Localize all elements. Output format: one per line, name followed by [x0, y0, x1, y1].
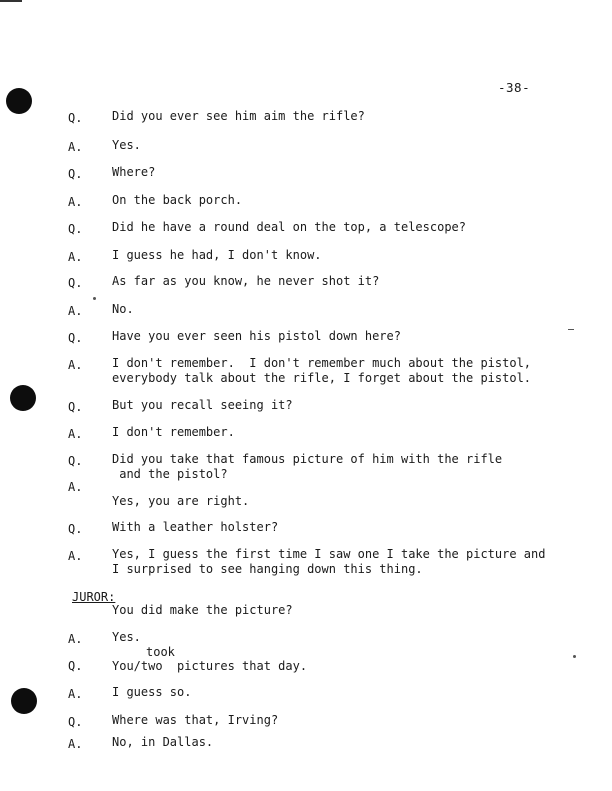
- speaker-label: Q.: [68, 167, 83, 181]
- entry-text: Yes, you are right.: [112, 494, 250, 508]
- page-number: -38-: [498, 80, 531, 95]
- speaker-label: A.: [68, 358, 83, 372]
- punch-hole-middle: [10, 385, 36, 411]
- speaker-label: Q.: [68, 400, 83, 414]
- top-edge-mark: [0, 0, 22, 2]
- entry-text: As far as you know, he never shot it?: [112, 274, 380, 288]
- entry-text: No.: [112, 302, 134, 316]
- speaker-label: A.: [68, 687, 83, 701]
- speaker-label: A.: [68, 140, 83, 154]
- juror-label: JUROR:: [72, 590, 116, 604]
- entry-text: I guess he had, I don't know.: [112, 248, 322, 262]
- speaker-label: Q.: [68, 111, 83, 125]
- entry-text: Did you take that famous picture of him with the rifle and the pistol?: [112, 452, 503, 481]
- entry-text: Have you ever seen his pistol down here?: [112, 329, 401, 343]
- speaker-label: A.: [68, 427, 83, 441]
- speaker-label: A.: [68, 480, 83, 494]
- entry-text: I don't remember.: [112, 425, 235, 439]
- speaker-label: Q.: [68, 715, 83, 729]
- speaker-label: A.: [68, 549, 83, 563]
- punch-hole-bottom: [11, 688, 37, 714]
- entry-text: On the back porch.: [112, 193, 243, 207]
- entry-text: No, in Dallas.: [112, 735, 214, 749]
- speaker-label: A.: [68, 737, 83, 751]
- entry-text: Where?: [112, 165, 156, 179]
- speaker-label: A.: [68, 250, 83, 264]
- speaker-label: A.: [68, 632, 83, 646]
- speaker-label: Q.: [68, 222, 83, 236]
- scan-speck: [93, 297, 96, 300]
- speaker-label: A.: [68, 304, 83, 318]
- speaker-label: Q.: [68, 276, 83, 290]
- speaker-label: A.: [68, 195, 83, 209]
- entry-text: You did make the picture?: [112, 603, 293, 617]
- entry-text: I don't remember. I don't remember much about the pistol, everybody talk about the rifle, I forget about the pistol.: [112, 356, 532, 385]
- handwritten-insert: took: [146, 645, 175, 659]
- speaker-label: Q.: [68, 454, 83, 468]
- scan-speck: [568, 329, 574, 330]
- entry-text: Yes.: [112, 630, 141, 644]
- speaker-label: Q.: [68, 331, 83, 345]
- entry-text: With a leather holster?: [112, 520, 279, 534]
- punch-hole-top: [6, 88, 32, 114]
- speaker-label: Q.: [68, 522, 83, 536]
- entry-text: Yes, I guess the first time I saw one I take the picture and I surprised to see hanging down this thing.: [112, 547, 546, 576]
- entry-text: Where was that, Irving?: [112, 713, 279, 727]
- entry-text: I guess so.: [112, 685, 192, 699]
- speaker-label: Q.: [68, 659, 83, 673]
- entry-text: But you recall seeing it?: [112, 398, 293, 412]
- entry-text: Yes.: [112, 138, 141, 152]
- entry-text: Did he have a round deal on the top, a telescope?: [112, 220, 467, 234]
- entry-text: You/two pictures that day.: [112, 659, 308, 673]
- entry-text: Did you ever see him aim the rifle?: [112, 109, 365, 123]
- scan-speck: [573, 655, 576, 658]
